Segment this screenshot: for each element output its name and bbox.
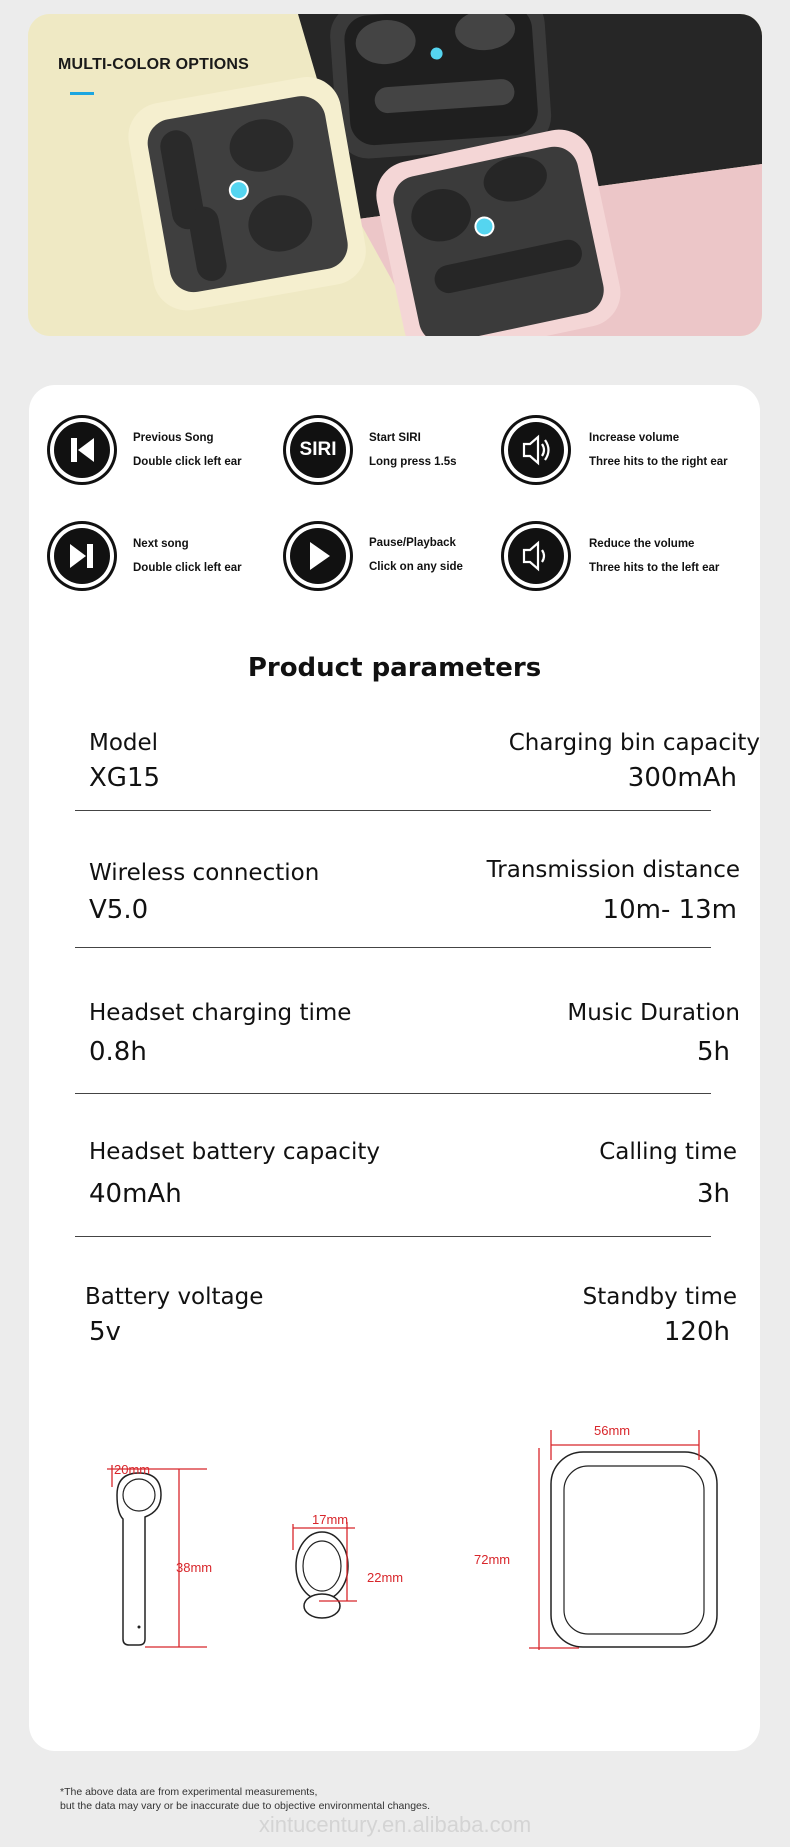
- row-divider: [75, 810, 711, 811]
- param-label: Calling time: [599, 1139, 737, 1165]
- param-value: 300mAh: [627, 763, 737, 793]
- product-card: [29, 385, 760, 1751]
- control-label: Start SIRI: [369, 432, 421, 444]
- control-label: Reduce the volume: [589, 538, 695, 550]
- param-value: 120h: [663, 1317, 730, 1347]
- control-label: Next song: [133, 538, 189, 550]
- param-label: Charging bin capacity: [508, 730, 760, 756]
- hero-banner: [28, 14, 762, 336]
- param-label: Standby time: [582, 1284, 737, 1310]
- param-label: Wireless connection: [89, 860, 320, 886]
- hero-title: MULTI-COLOR OPTIONS: [58, 56, 250, 73]
- param-value: 0.8h: [89, 1037, 147, 1067]
- param-label: Battery voltage: [85, 1284, 264, 1310]
- watermark: xintucentury.en.alibaba.com: [258, 1812, 532, 1837]
- param-label: Headset battery capacity: [89, 1139, 380, 1165]
- dimension-label: 20mm: [114, 1462, 151, 1477]
- control-action: Three hits to the left ear: [589, 562, 720, 574]
- param-value: 5v: [89, 1317, 121, 1347]
- siri-icon: SIRI: [283, 415, 353, 485]
- footnote-line: *The above data are from experimental measurements,: [60, 1786, 318, 1798]
- param-value: 5h: [696, 1037, 730, 1067]
- title-underline: [70, 92, 94, 95]
- param-value: 10m- 13m: [602, 895, 737, 925]
- param-label: Headset charging time: [89, 1000, 352, 1026]
- case-diagram: [509, 1420, 739, 1660]
- control-label: Increase volume: [589, 432, 680, 444]
- footnote: [60, 1785, 430, 1813]
- control-label: Previous Song: [133, 432, 214, 444]
- dimension-label: 17mm: [312, 1512, 349, 1527]
- volume-down-icon: [501, 521, 571, 591]
- control-action: Double click left ear: [133, 562, 242, 574]
- param-value: 3h: [696, 1179, 730, 1209]
- footnote-line: but the data may vary or be inaccurate due to objective environmental changes.: [60, 1800, 431, 1812]
- control-action: Click on any side: [369, 561, 463, 573]
- param-label: Transmission distance: [486, 857, 740, 883]
- dimension-label: 72mm: [474, 1552, 511, 1567]
- play-icon: [283, 521, 353, 591]
- control-action: Three hits to the right ear: [589, 456, 728, 468]
- param-label: Music Duration: [567, 1000, 740, 1026]
- dimension-label: 22mm: [367, 1570, 404, 1585]
- control-action: Double click left ear: [133, 456, 242, 468]
- next-track-icon: [47, 521, 117, 591]
- control-action: Long press 1.5s: [369, 456, 457, 468]
- row-divider: [75, 947, 711, 948]
- param-label: Model: [89, 730, 159, 756]
- param-value: XG15: [89, 763, 161, 793]
- dimension-label: 56mm: [594, 1423, 631, 1438]
- param-value: 40mAh: [89, 1179, 182, 1209]
- control-label: Pause/Playback: [369, 537, 456, 549]
- previous-track-icon: [47, 415, 117, 485]
- row-divider: [75, 1093, 711, 1094]
- earbud-side-diagram: [89, 1455, 229, 1655]
- row-divider: [75, 1236, 711, 1237]
- volume-up-icon: [501, 415, 571, 485]
- param-value: V5.0: [89, 895, 149, 925]
- dimension-label: 38mm: [176, 1560, 213, 1575]
- params-title: Product parameters: [247, 653, 542, 683]
